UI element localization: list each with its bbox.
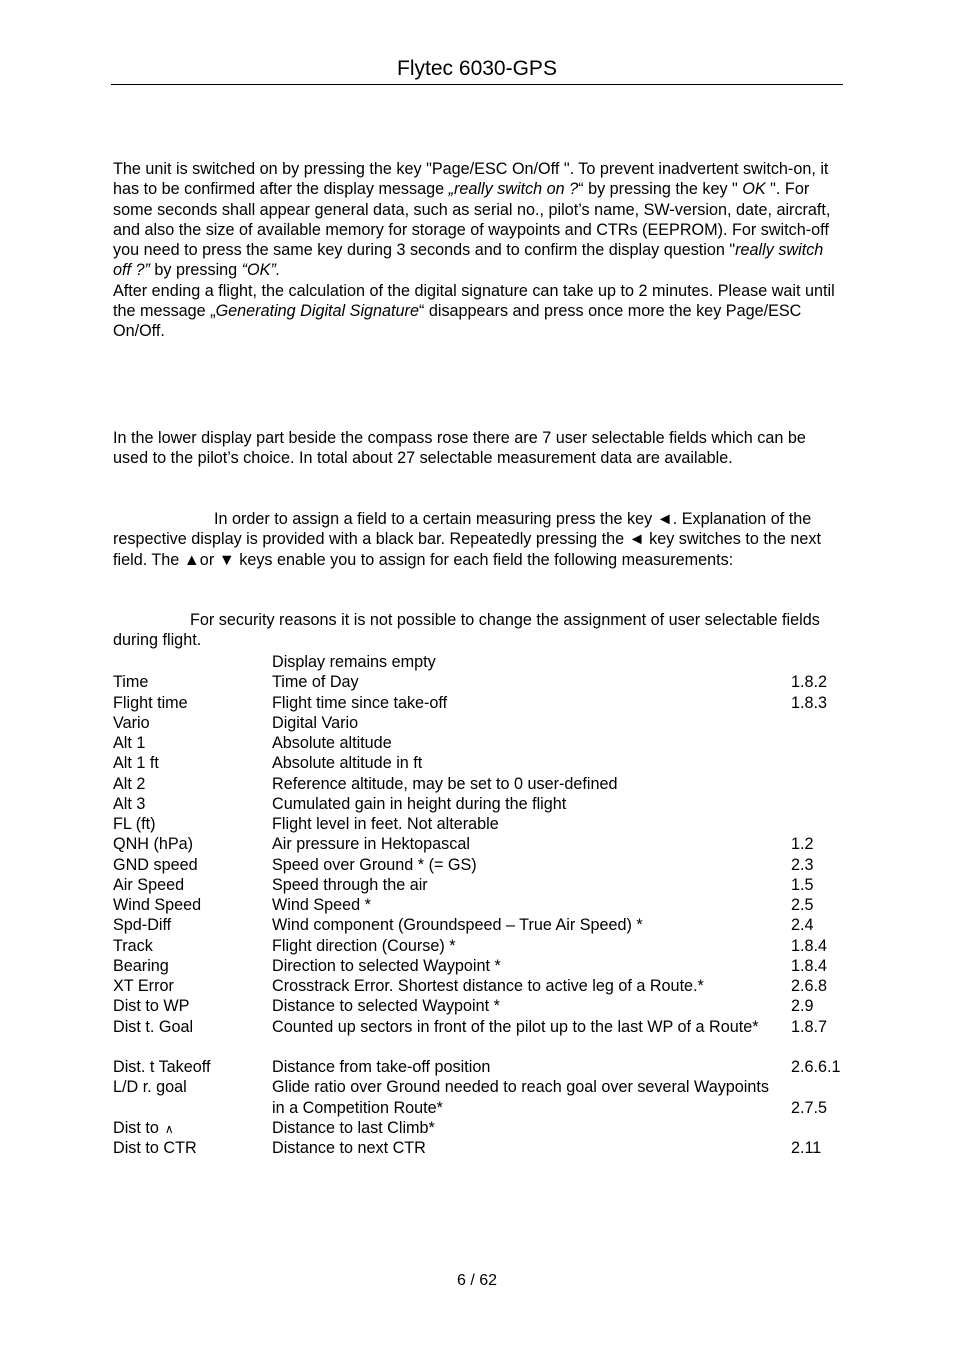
table-row (113, 875, 853, 895)
section-reference: 2.7.5 (791, 1098, 828, 1117)
field-name: FL (ft) (113, 815, 156, 833)
header-divider (111, 84, 843, 85)
section-reference: 2.3 (791, 855, 814, 874)
field-name: Alt 1 ft (113, 754, 159, 773)
table-row (113, 1138, 853, 1158)
section-reference: 2.4 (791, 916, 814, 935)
table-row (113, 996, 853, 1016)
text-run-italic: really switch off ?” (113, 241, 824, 280)
field-name: Wind Speed (113, 896, 202, 914)
field-name: Air Speed (113, 875, 185, 894)
table-row (113, 855, 853, 875)
field-name: Vario (113, 713, 150, 732)
measurement-table (113, 652, 853, 1158)
field-name: Dist to CTR (113, 1139, 197, 1157)
section-reference: 2.11 (791, 1139, 822, 1157)
field-description: Crosstrack Error. Shortest distance to active leg of a Route.* (272, 977, 704, 995)
field-description: Glide ratio over Ground needed to reach goal over several Waypoints in a Competition Route* (272, 1078, 769, 1117)
field-name: Bearing (113, 956, 169, 975)
fields-paragraph-3 (113, 610, 843, 651)
field-name: Alt 1 (113, 734, 146, 752)
field-name: Track (113, 936, 153, 955)
field-name: Dist. t Takeoff (113, 1058, 211, 1076)
fields-paragraph-2 (113, 509, 843, 570)
table-row (113, 713, 853, 733)
text-run: The unit is switched on by pressing the key "Page/ESC On/Off ". To prevent inadvertent switch-on, it has to be confirmed after the display message (113, 160, 829, 199)
text-run: by pressing (149, 261, 242, 280)
section-reference: 1.8.7 (791, 1017, 828, 1036)
table-row (113, 1057, 853, 1077)
table-row (113, 936, 853, 956)
text-run: In order to assign a field to a certain measuring press the key ◄. Explanation of the respective display is provided with a black bar. Repeatedly pressing the ◄ key switches to the next field. The ▲or ▼ keys enable you to assign for each field the following measurements: (113, 510, 821, 569)
page-number: 6 / 62 (456, 1272, 498, 1289)
table-row (113, 814, 853, 834)
section-reference: 1.5 (791, 875, 814, 894)
field-description: Wind Speed * (272, 896, 371, 914)
section-reference: 1.8.4 (791, 936, 828, 955)
text-run: After ending a flight, the calculation of the digital signature can take up to 2 minutes. Please wait until the message „ (113, 281, 835, 321)
field-description: Digital Vario (272, 713, 359, 732)
field-name: Spd-Diff (113, 916, 172, 935)
table-row (113, 733, 853, 753)
text-run-italic: OK (742, 180, 766, 199)
field-name (113, 1118, 174, 1139)
field-name: GND speed (113, 855, 198, 874)
field-description: Absolute altitude in ft (272, 754, 423, 773)
intro-section (113, 159, 843, 342)
intro-paragraph-2 (113, 281, 843, 342)
text-run: “ by pressing the key " (578, 180, 743, 199)
field-description: Absolute altitude (272, 734, 392, 752)
text-run-italic: „really switch on ? (448, 180, 579, 199)
table-row (113, 693, 853, 713)
table-row (113, 915, 853, 935)
field-description: Distance to selected Waypoint * (272, 997, 500, 1016)
field-name-text: Dist to (113, 1118, 159, 1137)
table-row (113, 1077, 853, 1118)
section-reference: 2.6.6.1 (791, 1058, 841, 1076)
field-description: Speed through the air (272, 875, 428, 894)
table-row (113, 1017, 853, 1058)
field-description: Distance to next CTR (272, 1139, 426, 1157)
field-name: Time (113, 673, 149, 692)
section-reference: 2.6.8 (791, 977, 828, 995)
field-description: Wind component (Groundspeed – True Air Speed) * (272, 916, 643, 935)
field-description: Direction to selected Waypoint * (272, 956, 501, 975)
field-description: Counted up sectors in front of the pilot up to the last WP of a Route* (272, 1017, 759, 1036)
section-reference: 1.8.2 (791, 673, 828, 692)
field-description: Display remains empty (272, 653, 436, 671)
field-name: XT Error (113, 977, 174, 995)
text-run: “ disappears and press once more the key Page/ESC On/Off. (113, 302, 802, 341)
table-row (113, 976, 853, 996)
table-row (113, 672, 853, 692)
field-description: Cumulated gain in height during the flight (272, 794, 567, 813)
field-name: Alt 3 (113, 794, 146, 813)
field-name: Dist to WP (113, 997, 190, 1016)
table-row (113, 753, 853, 773)
table-row (113, 1118, 853, 1138)
field-description: Reference altitude, may be set to 0 user-defined (272, 774, 618, 793)
field-description: Speed over Ground * (= GS) (272, 855, 477, 874)
table-row (113, 895, 853, 915)
field-description: Flight level in feet. Not alterable (272, 815, 499, 833)
section-reference: 2.9 (791, 997, 814, 1016)
table-row (113, 794, 853, 814)
table-row (113, 774, 853, 794)
text-run-italic: Generating Digital Signature (215, 302, 419, 321)
text-run-italic: “OK”. (241, 261, 281, 280)
climb-caret-icon: ∧ (164, 1121, 174, 1136)
fields-paragraph-1: In the lower display part beside the compass rose there are 7 user selectable fields which can be used to the pilot’s choice. In total about 27 selectable measurement data are available. (113, 429, 806, 468)
field-name: Dist t. Goal (113, 1017, 194, 1036)
section-reference: 1.8.4 (791, 956, 828, 975)
page-header-title: Flytec 6030-GPS (397, 57, 557, 80)
field-name: QNH (hPa) (113, 835, 194, 854)
section-reference: 1.8.3 (791, 693, 828, 712)
field-description: Distance from take-off position (272, 1058, 491, 1076)
text-run: For security reasons it is not possible to change the assignment of user selectable fields during flight. (113, 611, 820, 650)
field-description: Air pressure in Hektopascal (272, 835, 470, 854)
field-description: Flight time since take-off (272, 693, 448, 712)
field-name: Flight time (113, 693, 188, 712)
table-row (113, 956, 853, 976)
table-row (113, 652, 853, 672)
table-row (113, 834, 853, 854)
section-reference: 1.2 (791, 835, 814, 854)
text-run: ". For some seconds shall appear general data, such as serial no., pilot’s name, SW-version, date, aircraft, and also the size of available memory for storage of waypoints and CTRs (EEPROM). For switch-off you need to press the same key during 3 seconds and to confirm the display question " (113, 180, 831, 260)
field-description: Distance to last Climb* (272, 1118, 435, 1137)
field-description: Flight direction (Course) * (272, 936, 456, 955)
section-reference: 2.5 (791, 896, 814, 914)
field-name: Alt 2 (113, 774, 146, 793)
intro-paragraph-1 (113, 159, 843, 281)
field-name: L/D r. goal (113, 1078, 187, 1097)
field-description: Time of Day (272, 673, 359, 692)
